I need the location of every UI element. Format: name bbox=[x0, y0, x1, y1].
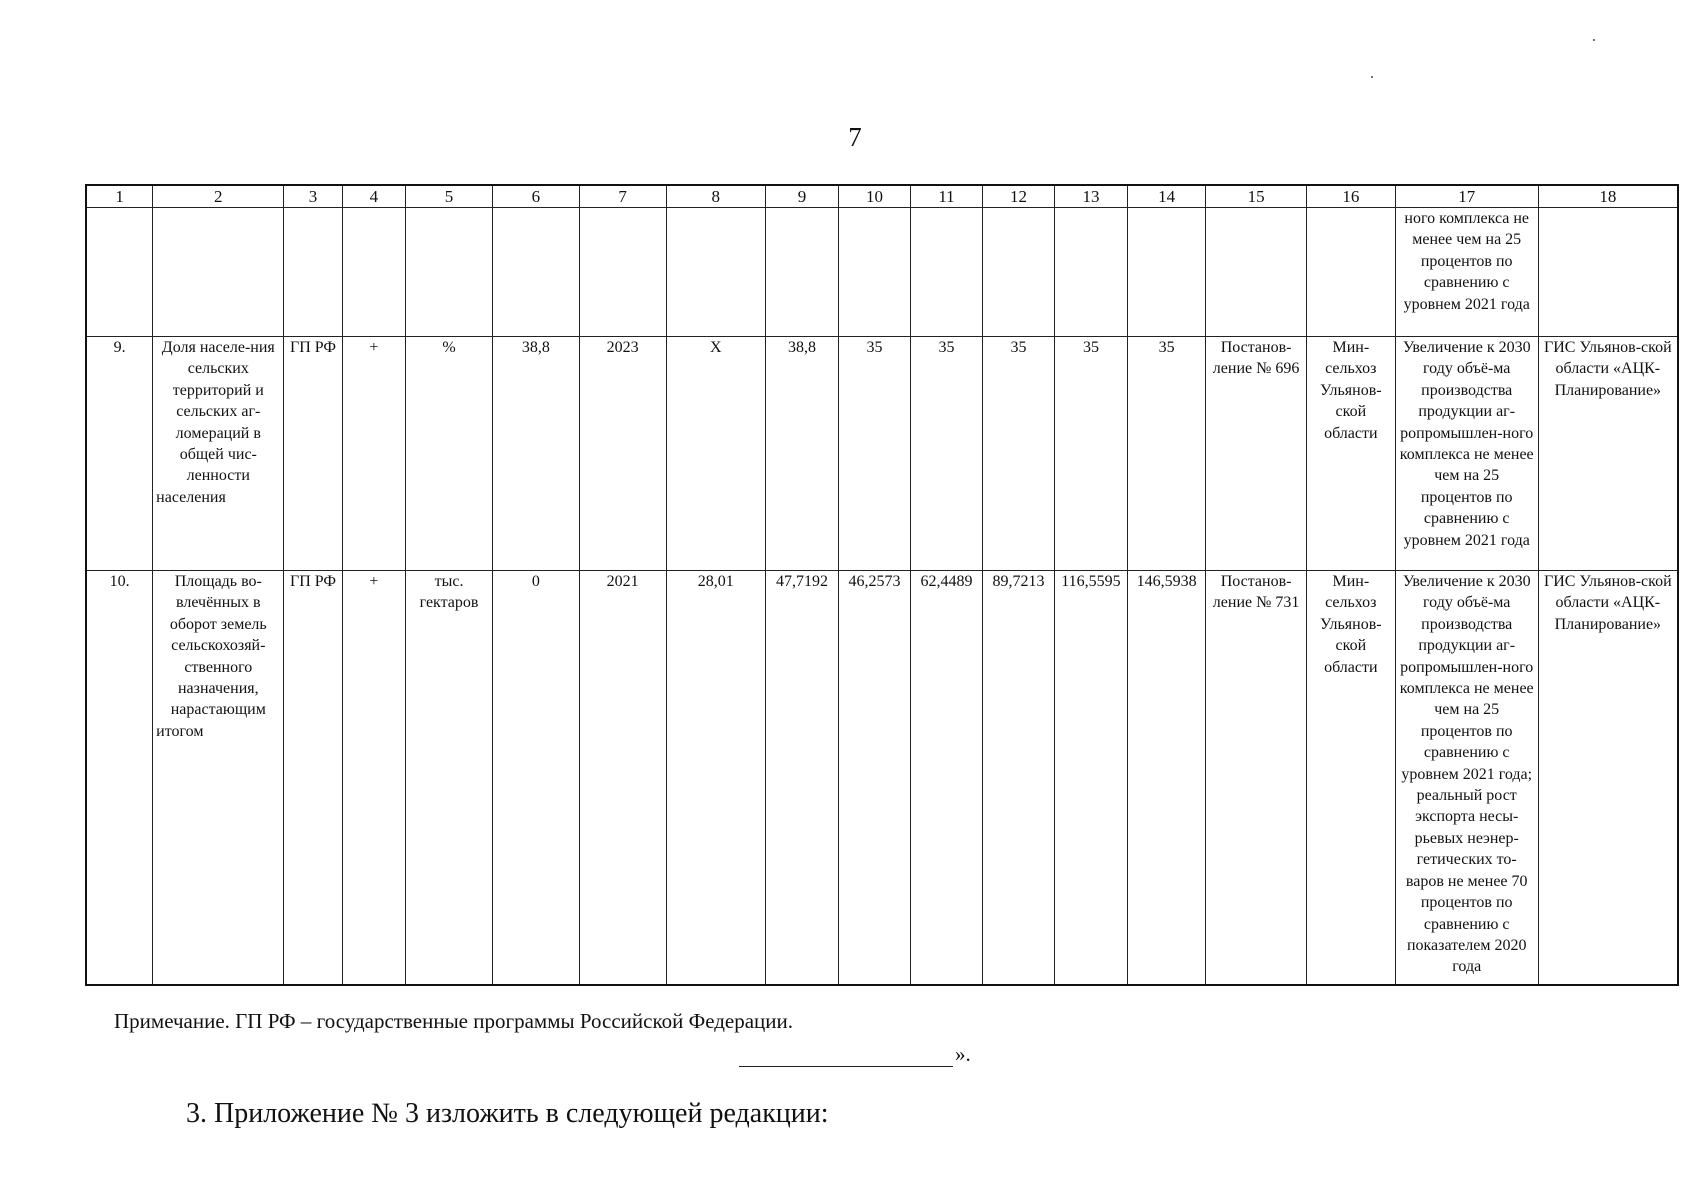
value-cell: 35 bbox=[982, 337, 1054, 571]
base-year-cell: 2021 bbox=[579, 571, 666, 986]
table-cell bbox=[1054, 208, 1127, 337]
document-cell: Постанов-ление № 731 bbox=[1206, 571, 1307, 986]
table-cell bbox=[1127, 208, 1205, 337]
col-header: 8 bbox=[666, 185, 766, 208]
col-header: 11 bbox=[911, 185, 983, 208]
table-row bbox=[86, 571, 1678, 986]
col-header: 3 bbox=[284, 185, 342, 208]
indicator-name: Доля населе-ния сельских территорий и сельских аг-ломераций в общей чис-ленности населения bbox=[153, 337, 284, 571]
value-cell: X bbox=[666, 337, 766, 571]
row-number: 10. bbox=[86, 571, 153, 986]
col-header: 15 bbox=[1206, 185, 1307, 208]
base-value-cell: 0 bbox=[492, 571, 579, 986]
table-cell bbox=[86, 208, 153, 337]
closing-mark bbox=[739, 1042, 971, 1067]
value-cell: 116,5595 bbox=[1054, 571, 1127, 986]
col-header: 13 bbox=[1054, 185, 1127, 208]
col-header: 2 bbox=[153, 185, 284, 208]
col-header: 14 bbox=[1127, 185, 1205, 208]
base-year-cell: 2023 bbox=[579, 337, 666, 571]
indicators-table bbox=[85, 184, 1679, 986]
system-cell: ГИС Ульянов-ской области «АЦК-Планирование» bbox=[1538, 337, 1678, 571]
col-header: 12 bbox=[982, 185, 1054, 208]
program-cell: ГП РФ bbox=[284, 337, 342, 571]
table-cell bbox=[839, 208, 911, 337]
col-header: 10 bbox=[839, 185, 911, 208]
value-cell: 62,4489 bbox=[911, 571, 983, 986]
unit-cell: % bbox=[406, 337, 493, 571]
table-cell bbox=[579, 208, 666, 337]
goal-cell: Увеличение к 2030 году объё-ма производства продукции аг-ропромышлен-ного комплекса не менее чем на 25 процентов по сравнению с уровнем 2021 года; реальный рост экспорта несы-рьевых неэнер-гетических то-варов не менее 70 процентов по сравнению с показателем 2020 года bbox=[1395, 571, 1538, 986]
footnote: Примечание. ГП РФ – государственные программы Российской Федерации. bbox=[114, 1009, 794, 1033]
value-cell: 28,01 bbox=[666, 571, 766, 986]
value-cell: 38,8 bbox=[766, 337, 839, 571]
table-row bbox=[86, 337, 1678, 571]
table-cell bbox=[153, 208, 284, 337]
col-header: 18 bbox=[1538, 185, 1678, 208]
value-cell: 35 bbox=[1054, 337, 1127, 571]
table-cell bbox=[1306, 208, 1395, 337]
unit-cell: тыс. гектаров bbox=[406, 571, 493, 986]
table-cell bbox=[1538, 208, 1678, 337]
table-cell bbox=[766, 208, 839, 337]
value-cell: 89,7213 bbox=[982, 571, 1054, 986]
col-header: 1 bbox=[86, 185, 153, 208]
value-cell: 35 bbox=[1127, 337, 1205, 571]
system-cell: ГИС Ульянов-ской области «АЦК-Планирование» bbox=[1538, 571, 1678, 986]
document-cell: Постанов-ление № 696 bbox=[1206, 337, 1307, 571]
col-header: 6 bbox=[492, 185, 579, 208]
table-cell bbox=[911, 208, 983, 337]
flag-cell: + bbox=[342, 571, 406, 986]
page-number: 7 bbox=[848, 122, 862, 152]
col-header: 7 bbox=[579, 185, 666, 208]
indicator-name: Площадь во-влечённых в оборот земель сельскохозяй-ственного назначения, нарастающим итогом bbox=[153, 571, 284, 986]
table-cell bbox=[982, 208, 1054, 337]
row-number: 9. bbox=[86, 337, 153, 571]
goal-cell: Увеличение к 2030 году объё-ма производства продукции аг-ропромышлен-ного комплекса не менее чем на 25 процентов по сравнению с уровнем 2021 года bbox=[1395, 337, 1538, 571]
base-value-cell: 38,8 bbox=[492, 337, 579, 571]
col-header: 16 bbox=[1306, 185, 1395, 208]
continuation-row bbox=[86, 208, 1678, 337]
table-cell bbox=[342, 208, 406, 337]
flag-cell: + bbox=[342, 337, 406, 571]
value-cell: 47,7192 bbox=[766, 571, 839, 986]
col-header: 4 bbox=[342, 185, 406, 208]
value-cell: 146,5938 bbox=[1127, 571, 1205, 986]
responsible-cell: Мин-сельхоз Ульянов-ской области bbox=[1306, 337, 1395, 571]
col-header: 5 bbox=[406, 185, 493, 208]
signature-line bbox=[739, 1044, 953, 1067]
goal-cell: ного комплекса не менее чем на 25 процентов по сравнению с уровнем 2021 года bbox=[1395, 208, 1538, 337]
value-cell: 35 bbox=[911, 337, 983, 571]
table-cell bbox=[284, 208, 342, 337]
program-cell: ГП РФ bbox=[284, 571, 342, 986]
closing-quote: ». bbox=[955, 1042, 971, 1066]
table-cell bbox=[492, 208, 579, 337]
table-cell bbox=[1206, 208, 1307, 337]
table-cell bbox=[666, 208, 766, 337]
value-cell: 46,2573 bbox=[839, 571, 911, 986]
value-cell: 35 bbox=[839, 337, 911, 571]
responsible-cell: Мин-сельхоз Ульянов-ской области bbox=[1306, 571, 1395, 986]
instruction-text: 3. Приложение № 3 изложить в следующей редакции: bbox=[186, 1098, 829, 1129]
header-row bbox=[86, 185, 1678, 208]
scan-speck bbox=[1371, 76, 1373, 78]
table-cell bbox=[406, 208, 493, 337]
scan-speck bbox=[1593, 39, 1595, 41]
col-header: 17 bbox=[1395, 185, 1538, 208]
col-header: 9 bbox=[766, 185, 839, 208]
